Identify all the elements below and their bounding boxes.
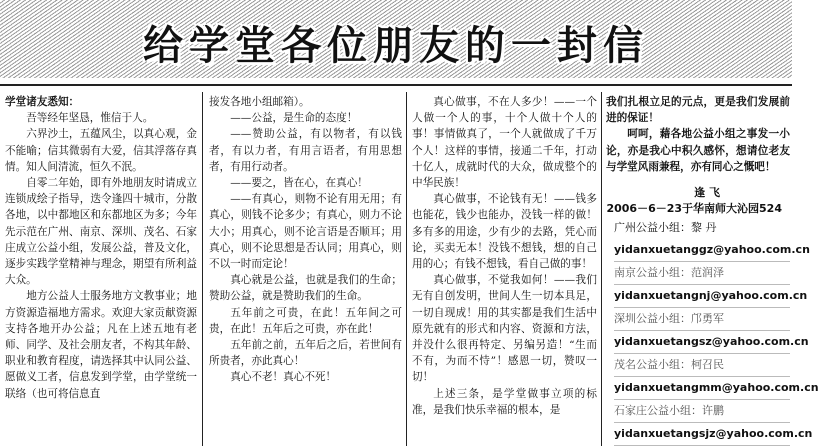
paragraph: 自零二年始，即有外地朋友时请成立连锁成绘子指导，迭令逢四十城市，分散各地，以中都地区和东都地区为多；今年先示范在广州、南京、深圳、茂名、石家庄成立公益小组，发展公益，普及文化，逐步实践学堂精神与理念，期望有所利益大众。 — [5, 177, 197, 287]
signer: 逢 飞 — [694, 186, 720, 200]
group-label: 茂名公益小组：柯召民 — [614, 354, 790, 377]
paragraph: 真心做事，不觉我如何！——我们无有自创发明，世间人生一切本具足，一切自现成！用的其实都是我们生活中原先就有的形式和内容、资源和方法，并没什么很再特定、另编另造！“生而不有，为而不恃”！感恩一切，赞叹一切！ — [412, 274, 597, 384]
email-link[interactable]: yidanxuetangsz@yahoo.com.cn — [614, 331, 790, 354]
paragraph: ——公益，是生命的态度！ — [230, 112, 358, 125]
email-link[interactable]: yidanxuetanggz@yahoo.com.cn — [614, 239, 790, 262]
paragraph: 接发各地小组邮箱）。 — [209, 96, 310, 108]
column-divider — [202, 92, 203, 446]
paragraph: 我们扎根立足的元点，更是我们发展前进的保证！ — [606, 96, 790, 125]
paragraph: 五年前之可贵，在此！五年间之可贵，在此！五年后之可贵，亦在此！ — [209, 306, 402, 335]
contact-list — [614, 217, 819, 446]
column-2 — [209, 94, 402, 446]
date-place: 2006－6－23于华南师大沁园524 — [606, 202, 782, 216]
page-title: 给学堂各位朋友的一封信 — [143, 23, 649, 69]
group-label: 石家庄公益小组：许鹏 — [614, 400, 790, 423]
paragraph: 上述三条，是学堂做事立项的标准，是我们快乐幸福的根本，是 — [412, 387, 597, 416]
column-4 — [606, 94, 819, 446]
paragraph: 六界沙土，五蕴风尘，以真心观，金不能喻；信其微弱有大爱，信其浮落存真情。知人间清流，恒久不泯。 — [5, 128, 197, 173]
email-link[interactable]: yidanxuetangmm@yahoo.com.cn — [614, 377, 790, 400]
column-3 — [412, 94, 597, 446]
paragraph: 地方公益人士服务地方文教事业；地方资源造福地方需求。欢迎大家贡献资源支持各地开办公益；凡在上述五地有老师、同学、及社会朋友者，不构其年龄、职业和教育程度，请选择其中认同公益、愿做义工者，信息发到学堂，由学堂统一联络（也可将信息直 — [5, 290, 197, 400]
email-link[interactable]: yidanxuetangnj@yahoo.com.cn — [614, 285, 790, 308]
paragraph: ——赞助公益，有以物者，有以钱者，有以力者，有用言语者，有用思想者，有用行动者。 — [209, 128, 402, 173]
paragraph: 呵呵，藉各地公益小组之事发一小论，亦是我心中积久感怀，想请位老友与学堂风雨兼程，亦有同心之慨吧！ — [606, 128, 790, 173]
group-label: 广州公益小组：黎 丹 — [614, 221, 717, 235]
paragraph: 吾等经年坚恳，惟信于人。 — [26, 112, 154, 125]
group-label: 深圳公益小组：邝勇军 — [614, 308, 790, 331]
paragraph: 真心不老！真心不死！ — [230, 371, 337, 384]
title-divider — [0, 84, 792, 86]
paragraph: 真心做事，不在人多少！——一个人做一个人的事，十个人做十个人的事！事情做真了，一个人就做成了千万个人！这样的事情，接通二千年，打动十亿人，成就时代的大众，做成整个的中华民族！ — [412, 96, 597, 190]
title-banner — [0, 0, 792, 78]
paragraph: 真心做事，不论钱有无！——钱多也能花，钱少也能办，没钱一样的做！多有多的用途，少有少的去路，凭心而论，买卖无本！没钱不想钱，想的自己用的心；有钱不想钱，看自己做的事！ — [412, 193, 597, 271]
email-link[interactable]: yidanxuetangsjz@yahoo.com.cn — [614, 423, 790, 446]
group-label: 南京公益小组：范润泽 — [614, 262, 790, 285]
column-divider — [406, 92, 407, 446]
greeting: 学堂诸友悉知： — [5, 96, 80, 108]
column-1 — [5, 94, 197, 446]
column-divider — [601, 92, 602, 446]
paragraph: ——有真心，则物不论有用无用；有真心，则钱不论多少；有真心，则力不论大小；用真心，则不论言语是否顺耳；用真心，则不论思想是否认同；用真心，则不以一时而定论！ — [209, 193, 402, 271]
paragraph: ——要之，皆在心，在真心！ — [230, 177, 368, 190]
paragraph: 真心就是公益，也就是我们的生命；赞助公益，就是赞助我们的生命。 — [209, 274, 402, 303]
paragraph: 五年前之前，五年后之后，若世间有所贵者，亦此真心！ — [209, 339, 402, 368]
